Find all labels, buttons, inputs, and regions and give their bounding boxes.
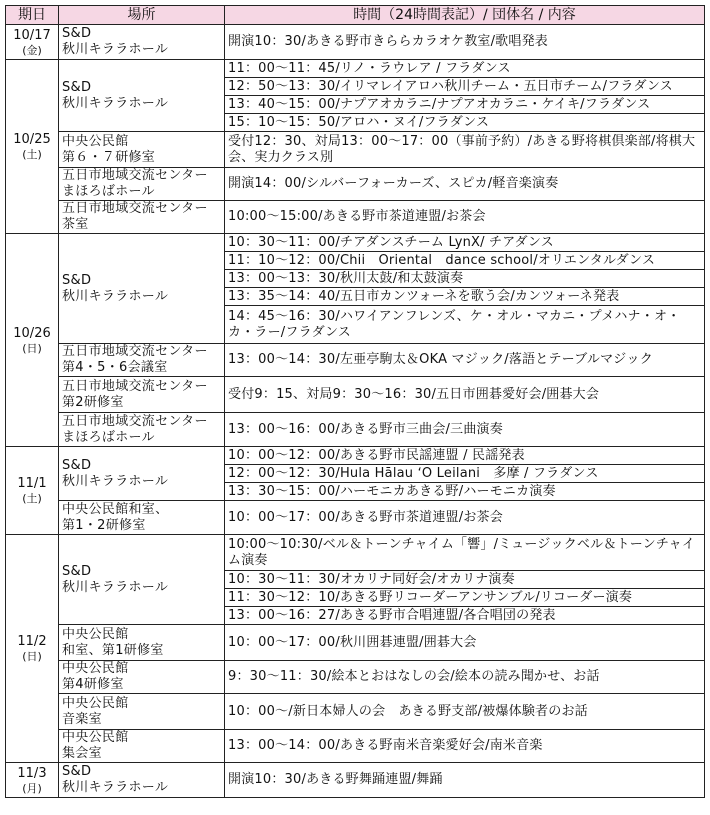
event-cell: 10：00～/新日本婦人の会 あきる野支部/被爆体験者のお話 [225,694,705,730]
venue-name-line: 秋川キララホール [62,780,169,795]
venue-cell [59,501,225,535]
table-row [6,625,705,661]
event-cell: 13：00～16：27/あきる野市合唱連盟/各合唱団の発表 [225,607,705,625]
date-label: 11/2 [17,634,47,649]
venue-name-line: 秋川キララホール [62,42,169,57]
table-row [6,377,705,413]
header-row [6,6,705,25]
venue-name-line: 秋川キララホール [62,95,169,111]
table-row [6,763,705,798]
event-cell: 受付12：30、対局13：00～17：00（事前予約）/あきる野将棋倶楽部/将棋大会、実力クラス別 [225,132,705,168]
venue-name-line: 五日市地域交流センター 茶室 [62,201,208,232]
header-date: 期日 [6,6,59,25]
venue-name-line: S&D [62,764,92,779]
event-cell: 9：30～11：30/絵本とおはなしの会/絵本の読み聞かせ、お話 [225,661,705,694]
table-row [6,201,705,234]
date-label: 10/25 [13,132,51,147]
table-row [6,234,705,252]
venue-name-line: 中央公民館 [62,730,129,745]
event-cell: 13：40～15：00/ナプアオカラニ/ナプアオカラニ・ケイキ/フラダンス [225,96,705,114]
venue-name-line: 秋川キララホール [62,579,169,595]
date-cell [6,25,59,60]
event-cell: 13：00～13：30/秋川太鼓/和太鼓演奏 [225,270,705,288]
venue-name-line: 中央公民館和室、 [62,501,169,517]
event-cell: 12：00～12：30/Hula Hālau ʻO Leilani 多摩 / フラダンス [225,465,705,483]
event-cell: 11：10～12：00/Chii Oriental dance school/オリエンタルダンス [225,252,705,270]
event-cell: 10：30～11：00/チアダンスチーム LynX/ チアダンス [225,234,705,252]
weekday-label: (月) [22,781,42,795]
venue-name-line: 中央公民館 [62,661,129,676]
date-cell [6,60,59,234]
date-cell [6,763,59,798]
venue-name-line: 五日市地域交流センター まほろばホール [62,413,208,445]
event-cell: 10：00～12：00/あきる野市民謡連盟 / 民謡発表 [225,447,705,465]
event-cell: 受付9：15、対局9：30～16：30/五日市囲碁愛好会/囲碁大会 [225,377,705,413]
date-label: 11/3 [17,765,47,781]
event-cell: 15：10～15：50/アロハ・ヌイ/フラダンス [225,114,705,132]
weekday-label: (金) [22,43,42,57]
venue-cell [59,344,225,377]
header-venue: 場所 [59,6,225,25]
table-row [6,535,705,571]
venue-name-line: S&D [62,563,92,579]
table-row [6,344,705,377]
venue-name-line: 五日市地域交流センター 第4・5・6会議室 [62,344,208,375]
venue-cell [59,377,225,413]
venue-name-line: S&D [62,79,92,95]
event-cell: 11：00～11：45/リノ・ラウレア / フラダンス [225,60,705,78]
venue-name-line: 秋川キララホール [62,473,169,489]
event-cell: 10:00～15:00/あきる野市茶道連盟/お茶会 [225,201,705,234]
table-row [6,447,705,465]
event-cell: 13：35～14：40/五日市カンツォーネを歌う会/カンツォーネ発表 [225,288,705,306]
venue-cell [59,625,225,661]
date-label: 10/26 [13,325,51,341]
table-row [6,132,705,168]
weekday-label: (日) [22,341,42,355]
venue-cell [59,60,225,132]
event-cell: 14：45～16：30/ハワイアンフレンズ、ケ・オル・マカニ・プメハナ・オ・カ・ラー/フラダンス [225,306,705,344]
venue-name-line: 和室、第1研修室 [62,642,164,658]
table-row [6,168,705,201]
event-cell: 13：00～14：30/左亜亭駒太＆OKA マジック/落語とテーブルマジック [225,344,705,377]
venue-cell [59,730,225,763]
event-cell: 13：30～15：00/ハーモニカあきる野/ハーモニカ演奏 [225,483,705,501]
header-details: 時間（24時間表記）/ 団体名 / 内容 [225,6,705,25]
venue-cell [59,132,225,168]
event-cell: 10:00～10:30/ベル＆トーンチャイム「響」/ミュージックベル＆トーンチャイム演奏 [225,535,705,571]
venue-cell [59,661,225,694]
venue-name-line: S&D [62,457,92,473]
venue-name-line: S&D [62,26,92,41]
event-cell: 10：30～11：30/オカリナ同好会/オカリナ演奏 [225,571,705,589]
event-cell: 開演10：30/あきる野舞踊連盟/舞踊 [225,763,705,798]
table-row [6,501,705,535]
venue-name-line: 五日市地域交流センター 第2研修室 [62,378,208,410]
venue-name-line: 第６・７研修室 [62,149,156,165]
event-cell: 13：00～16：00/あきる野市三曲会/三曲演奏 [225,413,705,447]
date-cell [6,535,59,763]
venue-name-line: 中央公民館 [62,133,129,149]
weekday-label: (日) [22,650,42,663]
venue-name-line: S&D [62,272,92,288]
table-row [6,730,705,763]
venue-cell [59,168,225,201]
venue-cell [59,201,225,234]
venue-name-line: 中央公民館 [62,695,129,711]
event-cell: 13：00～14：00/あきる野南米音楽愛好会/南米音楽 [225,730,705,763]
event-cell: 10：00～17：00/あきる野市茶道連盟/お茶会 [225,501,705,535]
table-row [6,694,705,730]
date-cell [6,234,59,447]
venue-name-line: 音楽室 [62,711,102,727]
venue-name-line: 秋川キララホール [62,288,169,304]
venue-name-line: 第1・2研修室 [62,517,146,533]
schedule-body [6,25,705,798]
schedule-table [5,5,705,798]
venue-name-line: 五日市地域交流センター まほろばホール [62,168,208,199]
date-label: 10/17 [13,27,51,43]
venue-cell [59,535,225,625]
table-row [6,60,705,78]
venue-cell [59,25,225,60]
venue-cell [59,694,225,730]
date-label: 11/1 [17,476,47,491]
weekday-label: (土) [22,148,42,161]
event-cell: 10：00～17：00/秋川囲碁連盟/囲碁大会 [225,625,705,661]
venue-name-line: 第4研修室 [62,677,124,692]
event-cell: 11：30～12：10/あきる野リコーダーアンサンブル/リコーダー演奏 [225,589,705,607]
venue-cell [59,234,225,344]
date-cell [6,447,59,535]
event-cell: 開演14：00/シルバーフォーカーズ、スピカ/軽音楽演奏 [225,168,705,201]
venue-cell [59,447,225,501]
table-row [6,661,705,694]
venue-cell [59,413,225,447]
event-cell: 12：50～13：30/イリマレイアロハ秋川チーム・五日市チーム/フラダンス [225,78,705,96]
venue-cell [59,763,225,798]
event-cell: 開演10：30/あきる野市きららカラオケ教室/歌唱発表 [225,25,705,60]
table-row [6,25,705,60]
venue-name-line: 中央公民館 [62,626,129,642]
table-row [6,413,705,447]
weekday-label: (土) [22,492,42,505]
venue-name-line: 集会室 [62,746,102,761]
